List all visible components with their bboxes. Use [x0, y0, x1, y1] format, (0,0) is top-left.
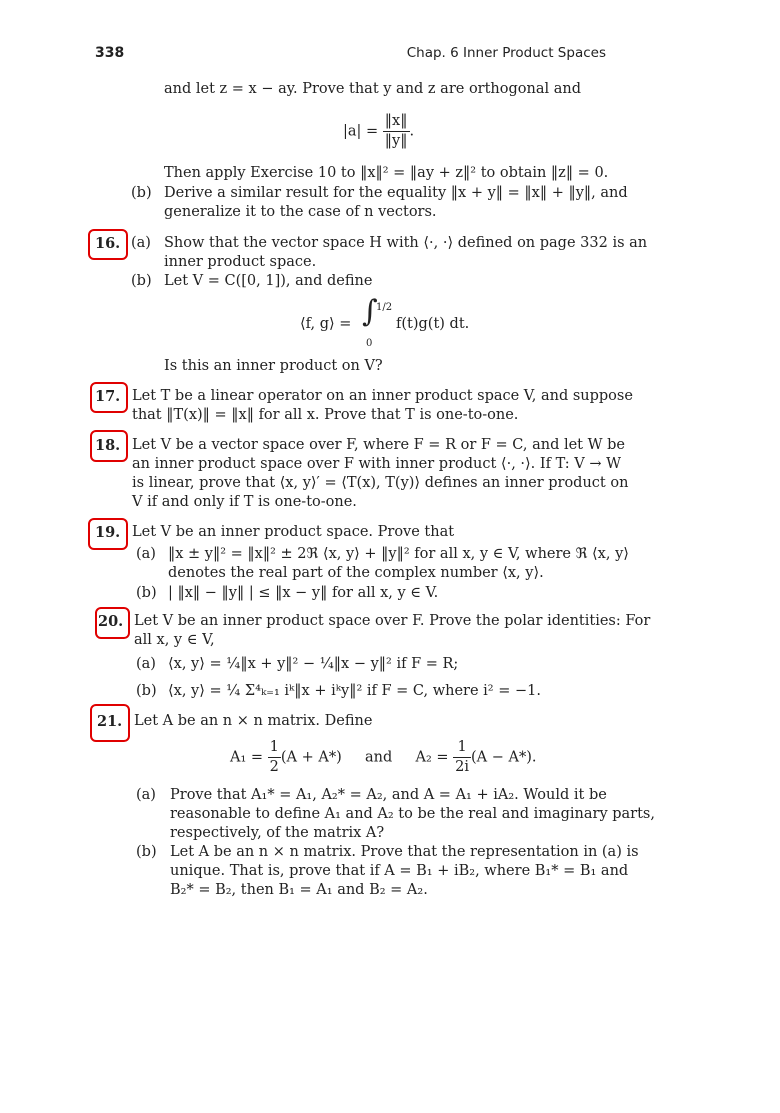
cont-eq-fraction: [383, 112, 410, 151]
ex16-a-line-2: inner product space.: [164, 254, 317, 270]
exercise-number-16: 16.: [95, 235, 121, 252]
ex16-b-label: (b): [131, 273, 152, 289]
cont-eq-denominator: ‖y‖: [384, 133, 408, 149]
integral-sign: ∫: [362, 294, 378, 329]
chapter-title: Chap. 6 Inner Product Spaces: [406, 45, 606, 61]
ex19-a-line-2: denotes the real part of the complex number ⟨x, y⟩.: [168, 565, 544, 581]
exercise-number-17: 17.: [95, 388, 121, 405]
cont-equation: [343, 112, 414, 151]
ex20-line-2: all x, y ∈ V,: [134, 632, 215, 648]
ex20-a-label: (a): [136, 656, 156, 672]
cont-b-line-2: generalize it to the case of n vectors.: [164, 204, 437, 220]
ex21-definition-equations: [230, 738, 536, 777]
ex21-eq2-rhs: (A − A*).: [471, 749, 537, 766]
ex19-b-line-1: | ‖x‖ − ‖y‖ | ≤ ‖x − y‖ for all x, y ∈ V.: [168, 585, 439, 601]
ex21-eq2-denominator: 2i: [455, 759, 469, 775]
ex16-eq-rhs: f(t)g(t) dt.: [396, 316, 470, 332]
exercise-number-20: 20.: [98, 613, 124, 630]
exercise-number-21: 21.: [97, 713, 123, 730]
ex21-eq2-lhs: A₂ =: [415, 749, 449, 766]
ex18-line-2: an inner product space over F with inner product ⟨·, ·⟩. If T: V → W: [132, 456, 621, 472]
ex21-b-label: (b): [136, 844, 157, 860]
ex20-line-1: Let V be an inner product space over F. Prove the polar identities: For: [134, 613, 651, 629]
ex21-eq2-numerator: 1: [453, 738, 471, 758]
ex21-b-line-1: Let A be an n × n matrix. Prove that the representation in (a) is: [170, 844, 639, 860]
ex21-a-label: (a): [136, 787, 156, 803]
ex16-eq-upper-limit: 1/2: [376, 302, 393, 313]
ex19-a-line-1: ‖x ± y‖² = ‖x‖² ± 2ℜ ⟨x, y⟩ + ‖y‖² for all x, y ∈ V, where ℜ ⟨x, y⟩: [168, 546, 629, 562]
ex21-b-line-3: B₂* = B₂, then B₁ = A₁ and B₂ = A₂.: [170, 882, 428, 898]
ex19-b-label: (b): [136, 585, 157, 601]
ex21-b-line-2: unique. That is, prove that if A = B₁ + iB₂, where B₁* = B₁ and: [170, 863, 629, 879]
ex16-eq-lhs: ⟨f, g⟩ =: [300, 316, 352, 332]
ex21-eq1-numerator: 1: [268, 738, 281, 758]
ex16-a-label: (a): [131, 235, 151, 251]
ex19-a-label: (a): [136, 546, 156, 562]
ex21-eq2-fraction: [453, 738, 471, 777]
ex21-line-1: Let A be an n × n matrix. Define: [134, 713, 373, 729]
ex21-eq-and: and: [364, 749, 393, 766]
ex21-eq1-fraction: [268, 738, 281, 777]
cont-line-1: and let z = x − ay. Prove that y and z are orthogonal and: [164, 81, 582, 97]
ex21-eq1-rhs: (A + A*): [280, 749, 342, 766]
exercise-number-19: 19.: [95, 524, 121, 541]
ex16-a-line-1: Show that the vector space H with ⟨·, ·⟩ defined on page 332 is an: [164, 235, 648, 251]
page-number: 338: [95, 45, 125, 61]
ex16-b-line-1: Let V = C([0, 1]), and define: [164, 273, 373, 289]
ex21-eq1-denominator: 2: [269, 759, 279, 775]
ex18-line-1: Let V be a vector space over F, where F = R or F = C, and let W be: [132, 437, 625, 453]
cont-b-label: (b): [131, 185, 152, 201]
ex20-b-line-1: ⟨x, y⟩ = ¼ Σ⁴ₖ₌₁ iᵏ‖x + iᵏy‖² if F = C, where i² = −1.: [168, 683, 541, 699]
ex17-line-1: Let T be a linear operator on an inner product space V, and suppose: [132, 388, 633, 404]
cont-eq-numerator: ‖x‖: [383, 112, 410, 132]
ex21-a-line-1: Prove that A₁* = A₁, A₂* = A₂, and A = A₁ + iA₂. Would it be: [170, 787, 607, 803]
ex21-eq1-lhs: A₁ =: [230, 749, 264, 766]
ex16-b-line-2: Is this an inner product on V?: [164, 358, 383, 374]
cont-eq-period: .: [409, 123, 415, 140]
ex20-b-label: (b): [136, 683, 157, 699]
ex18-line-3: is linear, prove that ⟨x, y⟩′ = ⟨T(x), T(y)⟩ defines an inner product on: [132, 475, 629, 491]
ex20-a-line-1: ⟨x, y⟩ = ¼‖x + y‖² − ¼‖x − y‖² if F = R;: [168, 656, 459, 672]
ex17-line-2: that ‖T(x)‖ = ‖x‖ for all x. Prove that T is one-to-one.: [132, 407, 519, 423]
exercise-number-18: 18.: [95, 437, 121, 454]
ex21-a-line-2: reasonable to define A₁ and A₂ to be the real and imaginary parts,: [170, 806, 655, 822]
ex16-eq-lower-limit: 0: [366, 338, 373, 349]
ex19-line-1: Let V be an inner product space. Prove that: [132, 524, 455, 540]
ex18-line-4: V if and only if T is one-to-one.: [132, 494, 357, 510]
cont-b-line-1: Derive a similar result for the equality ‖x + y‖ = ‖x‖ + ‖y‖, and: [164, 185, 628, 201]
ex21-a-line-3: respectively, of the matrix A?: [170, 825, 385, 841]
cont-eq-lhs: |a| =: [343, 123, 379, 140]
running-header: [95, 44, 606, 66]
cont-line-2: Then apply Exercise 10 to ‖x‖² = ‖ay + z‖² to obtain ‖z‖ = 0.: [164, 165, 609, 181]
